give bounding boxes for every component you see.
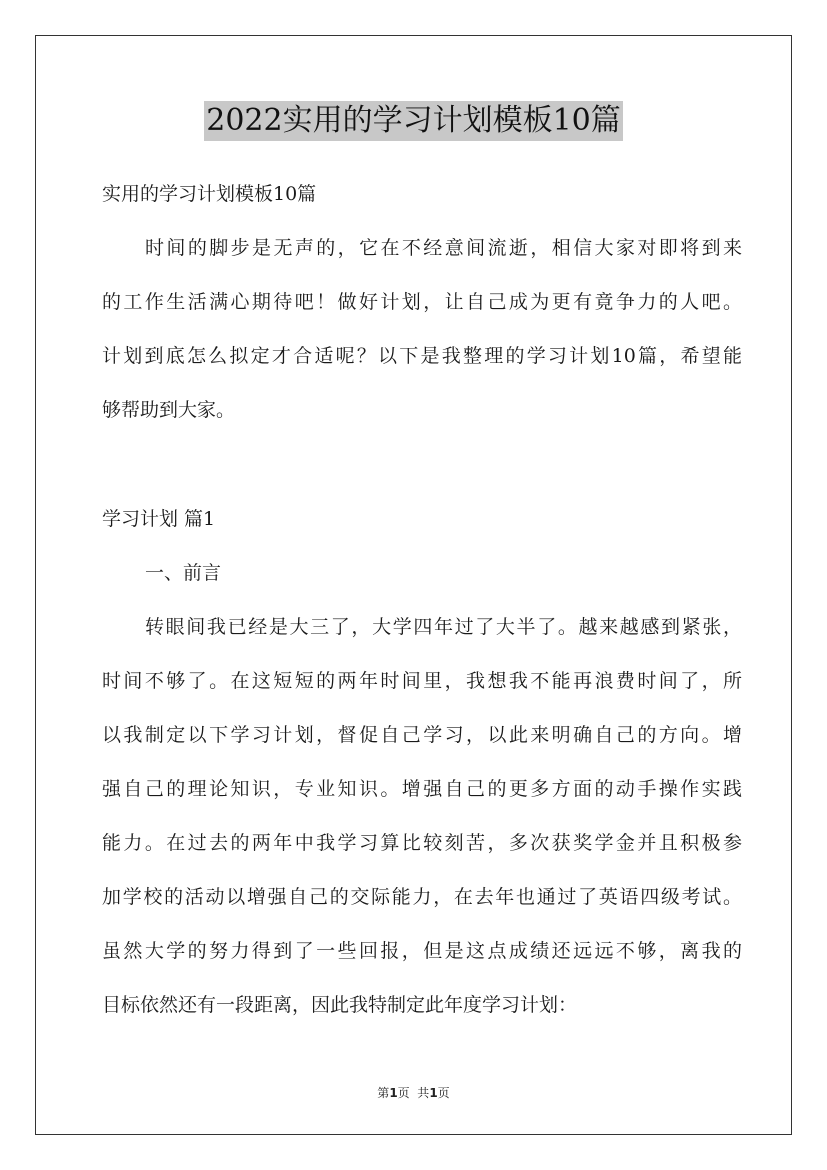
body-line-3: 以我制定以下学习计划，督促自己学习，以此来明确自己的方向。增 [102, 724, 742, 746]
footer-page-prefix: 第 [377, 1086, 390, 1100]
document-title: 2022实用的学习计划模板10篇 [204, 101, 623, 141]
intro-line-4: 够帮助到大家。 [102, 399, 236, 421]
body-line-2: 时间不够了。在这短短的两年时间里，我想我不能再浪费时间了，所 [102, 670, 742, 692]
section-heading: 学习计划 篇1 [102, 508, 216, 530]
body-line-4: 强自己的理论知识，专业知识。增强自己的更多方面的动手操作实践 [102, 778, 742, 800]
title-container [0, 101, 827, 141]
body-line-7: 虽然大学的努力得到了一些回报，但是这点成绩还远远不够，离我的 [102, 940, 742, 962]
intro-line-2: 的工作生活满心期待吧！做好计划，让自己成为更有竟争力的人吧。 [102, 291, 742, 313]
footer-page-mid: 页 共 [397, 1086, 430, 1100]
body-line-1: 转眼间我已经是大三了，大学四年过了大半了。越来越感到紧张， [145, 616, 742, 638]
subsection-heading: 一、前言 [145, 562, 222, 584]
page-footer [0, 1085, 827, 1101]
body-line-8: 目标依然还有一段距离，因此我特制定此年度学习计划： [102, 994, 578, 1016]
intro-line-1: 时间的脚步是无声的，它在不经意间流逝，相信大家对即将到来 [145, 237, 742, 259]
document-subtitle: 实用的学习计划模板10篇 [102, 183, 317, 205]
body-line-6: 加学校的活动以增强自己的交际能力，在去年也通过了英语四级考试。 [102, 886, 742, 908]
footer-page-current: 1 [389, 1086, 398, 1100]
body-line-5: 能力。在过去的两年中我学习算比较刻苦，多次获奖学金并且积极参 [102, 832, 742, 854]
footer-page-suffix: 页 [437, 1086, 450, 1100]
footer-page-total: 1 [429, 1086, 438, 1100]
intro-line-3: 计划到底怎么拟定才合适呢？以下是我整理的学习计划10篇，希望能 [102, 345, 742, 367]
